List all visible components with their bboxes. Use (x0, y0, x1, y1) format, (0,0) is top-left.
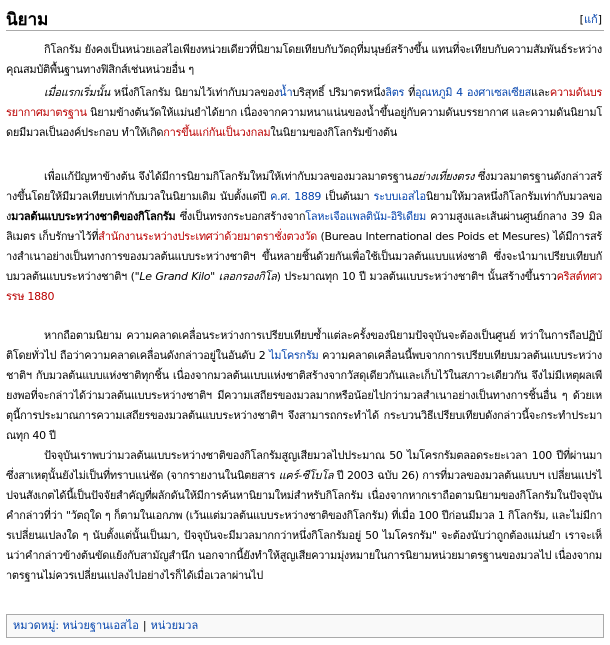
paragraph-4: หากถือตามนิยาม ความคลาดเคลื่อนระหว่างการเปรียบเทียบซ้ำแต่ละครั้งของนิยามปัจจุบันจะต้องเป็นศูนย์ ทว่าในการถือปฏิบัติโดยทั่วไป ถือว่าความคลาดเคลื่อนดังกล่าวอยู่ในอันดับ 2 ไมโครกรัม ความคลาดเคลื่อนนี้พบจากการเปรียบเทียบมวลต้นแบบระหว่างชาติฯ กับมวลต้นแบบแห่งชาติทุกชิ้น เนื่องจากมวลต้นแบบแห่งชาติสร้างจากวัสดุเดียวกันและเก็บไว้ในสภาวะเดียวกัน จึงไม่มีเหตุผลเพียงพอที่จะกล่าวได้ว่ามวลต้นแบบระหว่างชาติฯ มีความเสถียรของมวลมากหรือน้อยไปกว่ามวลสำเนาอย่างเป็นทางการชิ้นอื่น ๆ ด้วยเหตุนี้การประมาณการความเสถียรของมวลต้นแบบระหว่างชาติฯ จึงสามารถกระทำได้ กระบวนวิธีเปรียบเทียบดังกล่าวนี้จะกระทำประมาณทุก 40 ปี (6, 329, 602, 442)
paragraph-5: ปัจจุบันเราพบว่ามวลต้นแบบระหว่างชาติของกิโลกรัมสูญเสียมวลไปประมาณ 50 ไมโครกรัมตลอดระยะเวลา 100 ปีที่ผ่านมา ซึ่งสาเหตุนั้นยังไม่เป็นที่ทราบแน่ชัด (จากรายงานในนิตยสาร แคร์-ซีโบโล ปี 2003 ฉบับ 26) การที่มวลของมวลต้นแบบฯ เปลี่ยนแปรไปจนสังเกตได้นี้เป็นปัจจัยสำคัญที่ผลักดันให้มีการค้นหานิยามใหม่สำหรับกิโลกรัม เนื่องจากหากเราถือตามนิยามของกิโลกรัมในปัจจุบัน คำกล่าวที่ว่า "วัตถุใด ๆ ก็ตามในเอกภพ (เว้นแต่มวลต้นแบบระหว่างชาติของกิโลกรัม) ที่เมื่อ 100 ปีก่อนมีมวล 1 กิโลกรัม, และไม่มีการเปลี่ยนแปลงใด ๆ นับตั้งแต่นั้นเป็นมา, ปัจจุบันจะมีมวลมากกว่าหนึ่งกิโลกรัมอยู่ 50 ไมโครกรัม" จะต้องนับว่าถูกต้องแม่นยำ เราจะเห็นว่าคำกล่าวข้างต้นขัดแย้งกับสามัญสำนึก นอกจากนี้ยังทำให้สูญเสียความมุ่งหมายในการนิยามหน่วยมาตรฐานของมวลไป เนื่องจากมาตรฐานไม่ควรเปลี่ยนแปลงไปอย่างไรก็ได้เมื่อเวลาผ่านไป (6, 449, 602, 582)
section-heading-row (6, 4, 604, 31)
link-si-system[interactable]: ระบบเอสไอ (373, 190, 426, 203)
link-ad-1889[interactable]: ค.ศ. 1889 (270, 190, 322, 203)
categories-label[interactable]: หมวดหมู่: (13, 619, 60, 632)
link-standard-atmosphere[interactable]: ความดันบรรยากาศมาตรฐาน (6, 86, 602, 119)
edit-section-link[interactable]: [แก้] (579, 13, 602, 26)
link-platinum-iridium[interactable]: โลหะเจือแพลตินัม-อิริเดียม (305, 210, 426, 223)
bold-term-ipk: มวลต้นแบบระหว่างชาติของกิโลกรัม (11, 210, 176, 223)
link-1880s[interactable]: คริสต์ทศวรรษ 1880 (6, 270, 603, 303)
category-si-base-units[interactable]: หน่วยฐานเอสไอ (62, 619, 139, 632)
edit-link[interactable]: แก้ (583, 13, 598, 26)
category-separator: | (142, 619, 147, 632)
link-water[interactable]: น้ำ (278, 86, 293, 99)
link-4-celsius[interactable]: อุณหภูมิ 4 องศาเซลเซียส (415, 86, 532, 99)
emphasis-text: อย่างเที่ยงตรง (411, 170, 475, 183)
emphasis-le-grand-kilo: "Le Grand Kilo" เลอกรองกิโล (134, 270, 277, 283)
paragraph-1: กิโลกรัม ยังคงเป็นหน่วยเอสไอเพียงหน่วยเดียวที่นิยามโดยเทียบกับวัตถุที่มนุษย์สร้างขึ้น แทนที่จะเทียบกับความสัมพันธ์ระหว่างคุณสมบัติพื้นฐานทางฟิสิกส์เช่นหน่วยอื่น ๆ (6, 43, 602, 76)
emphasis-text: เมื่อแรกเริ่มนั้น (44, 86, 110, 99)
category-mass-units[interactable]: หน่วยมวล (150, 619, 199, 632)
category-links (6, 614, 604, 638)
link-bipm[interactable]: สำนักงานระหว่างประเทศว่าด้วยมาตราชั่งตวงวัด (98, 230, 318, 243)
paragraph-3: เพื่อแก้ปัญหาข้างต้น จึงได้มีการนิยามกิโลกรัมใหม่ให้เท่ากับมวลของมวลมาตรฐานอย่างเที่ยงตรง ซึ่งมวลมาตรฐานดังกล่าวสร้างขึ้นโดยให้มีมวลเทียบเท่ากับมวลในนิยามเดิม นับตั้งแต่ปี ค.ศ. 1889 เป็นต้นมา ระบบเอสไอนิยามให้มวลหนึ่งกิโลกรัมเท่ากับมวลของมวลต้นแบบระหว่างชาติของกิโลกรัม ซึ่งเป็นทรงกระบอกสร้างจากโลหะเจือแพลตินัม-อิริเดียม ความสูงและเส้นผ่านศูนย์กลาง 39 มิลลิเมตร เก็บรักษาไว้ที่สำนักงานระหว่างประเทศว่าด้วยมาตราชั่งตวงวัด (Bureau International des Poids et Mesures) ได้มีการสร้างสำเนาอย่างเป็นทางการของมวลต้นแบบระหว่างชาติฯ ขึ้นหลายชิ้นด้วยกันเพื่อใช้เป็นมวลต้นแบบแห่งชาติ ซึ่งจะนำมาเปรียบเทียบกับมวลต้นแบบระหว่างชาติฯ ("Le Grand Kilo" เลอกรองกิโล) ประมาณทุก 10 ปี มวลต้นแบบระหว่างชาติฯ นั้นสร้างขึ้นราวคริสต์ทศวรรษ 1880 (6, 170, 603, 303)
link-litre[interactable]: ลิตร (385, 86, 405, 99)
paragraph-2: เมื่อแรกเริ่มนั้น หนึ่งกิโลกรัม นิยามไว้เท่ากับมวลของน้ำบริสุทธิ์ ปริมาตรหนึ่งลิตร ที่อุณหภูมิ 4 องศาเซลเซียสและความดันบรรยากาศมาตรฐาน นิยามข้างต้นวัดให้แม่นยำได้ยาก เนื่องจากความหนาแน่นของน้ำขึ้นอยู่กับความดันบรรยากาศ และความดันนิยามโดยมีมวลเป็นองค์ประกอบ ทำให้เกิดการขึ้นแก่กันเป็นวงกลมในนิยามของกิโลกรัมข้างต้น (6, 86, 602, 139)
link-microgram[interactable]: ไมโครกรัม (269, 349, 319, 362)
section-heading: นิยาม (6, 10, 49, 30)
link-circular-dependence[interactable]: การขึ้นแก่กันเป็นวงกลม (163, 126, 271, 139)
emphasis-magazine: แคร์-ซีโบโล (278, 469, 334, 482)
